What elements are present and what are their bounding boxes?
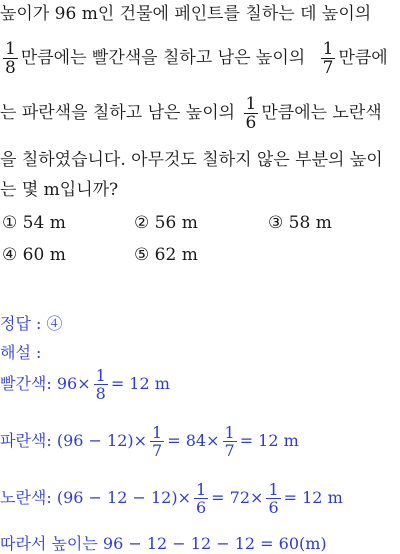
- blue-mid: = 84×: [167, 431, 220, 450]
- solution-red-line: [0, 367, 170, 402]
- yellow-prefix: 노란색:: [0, 488, 52, 507]
- option-2-mark: ②: [134, 213, 150, 233]
- option-3-text: 58 m: [288, 213, 332, 233]
- question-line-4: 을 칠하였습니다. 아무것도 칠하지 않은 부분의 높이: [0, 150, 383, 170]
- solution-yellow-line: [0, 481, 343, 516]
- fraction-denominator: 6: [195, 498, 207, 517]
- yellow-mid: = 72×: [211, 488, 264, 507]
- question-line-5: 는 몇 m입니까?: [0, 180, 119, 200]
- fraction-numerator: 1: [95, 366, 106, 385]
- fraction-numerator: 1: [5, 39, 16, 59]
- option-3[interactable]: [268, 213, 332, 233]
- yellow-fraction-1: [194, 481, 208, 516]
- option-1-text: 54 m: [22, 213, 66, 233]
- fraction-denominator: 8: [95, 384, 106, 403]
- red-tail: = 12 m: [110, 374, 170, 393]
- question-line-1: 높이가 96 m인 건물에 페인트를 칠하는 데 높이의: [0, 4, 372, 24]
- fraction-numerator: 1: [268, 480, 279, 499]
- option-4-mark: ④: [2, 245, 18, 265]
- fraction-denominator: 8: [5, 58, 16, 78]
- option-4-text: 60 m: [22, 245, 66, 265]
- question-line-2: [0, 40, 388, 77]
- red-prefix: 빨간색:: [0, 374, 52, 393]
- fraction-denominator: 6: [245, 113, 257, 133]
- fraction-numerator: 1: [224, 423, 235, 442]
- red-lead: 96×: [56, 374, 91, 393]
- question-line-3-start: 는 파란색을 칠하고 남은 높이의: [0, 103, 236, 123]
- fraction-one-sixth: [244, 95, 259, 132]
- fraction-denominator: 7: [224, 441, 235, 460]
- question-line-3: [0, 95, 382, 132]
- question-line-2-end: 만큼에: [338, 48, 388, 68]
- solution-blue-line: [0, 424, 299, 459]
- blue-prefix: 파란색:: [0, 431, 52, 450]
- option-3-mark: ③: [268, 213, 284, 233]
- answer-line: 정답 : ④: [0, 314, 63, 333]
- option-5-mark: ⑤: [134, 245, 150, 265]
- question-line-2-mid: 만큼에는 빨간색을 칠하고 남은 높이의: [20, 48, 306, 68]
- fraction-numerator: 1: [245, 94, 257, 114]
- solution-final-line: 따라서 높이는 96 − 12 − 12 − 12 = 60(m): [0, 534, 327, 553]
- option-1[interactable]: [2, 213, 66, 233]
- fraction-one-seventh: [321, 40, 336, 77]
- option-5-text: 62 m: [154, 245, 198, 265]
- fraction-one-eighth: [3, 40, 18, 77]
- fraction-denominator: 7: [152, 441, 163, 460]
- option-4[interactable]: [2, 245, 66, 265]
- blue-tail: = 12 m: [239, 431, 299, 450]
- option-2-text: 56 m: [154, 213, 198, 233]
- blue-fraction-1: [150, 424, 164, 459]
- yellow-lead: (96 − 12 − 12)×: [56, 488, 191, 507]
- red-fraction: [94, 367, 108, 402]
- blue-fraction-2: [223, 424, 237, 459]
- blue-lead: (96 − 12)×: [56, 431, 148, 450]
- option-2[interactable]: [134, 213, 198, 233]
- fraction-numerator: 1: [322, 39, 334, 59]
- yellow-tail: = 12 m: [283, 488, 343, 507]
- question-line-3-end: 만큼에는 노란색: [261, 103, 382, 123]
- option-1-mark: ①: [2, 213, 18, 233]
- yellow-fraction-2: [266, 481, 280, 516]
- solution-label: 해설 :: [0, 343, 42, 362]
- fraction-numerator: 1: [195, 480, 207, 499]
- fraction-numerator: 1: [152, 423, 163, 442]
- option-5[interactable]: [134, 245, 198, 265]
- fraction-denominator: 7: [322, 58, 334, 78]
- fraction-denominator: 6: [268, 498, 279, 517]
